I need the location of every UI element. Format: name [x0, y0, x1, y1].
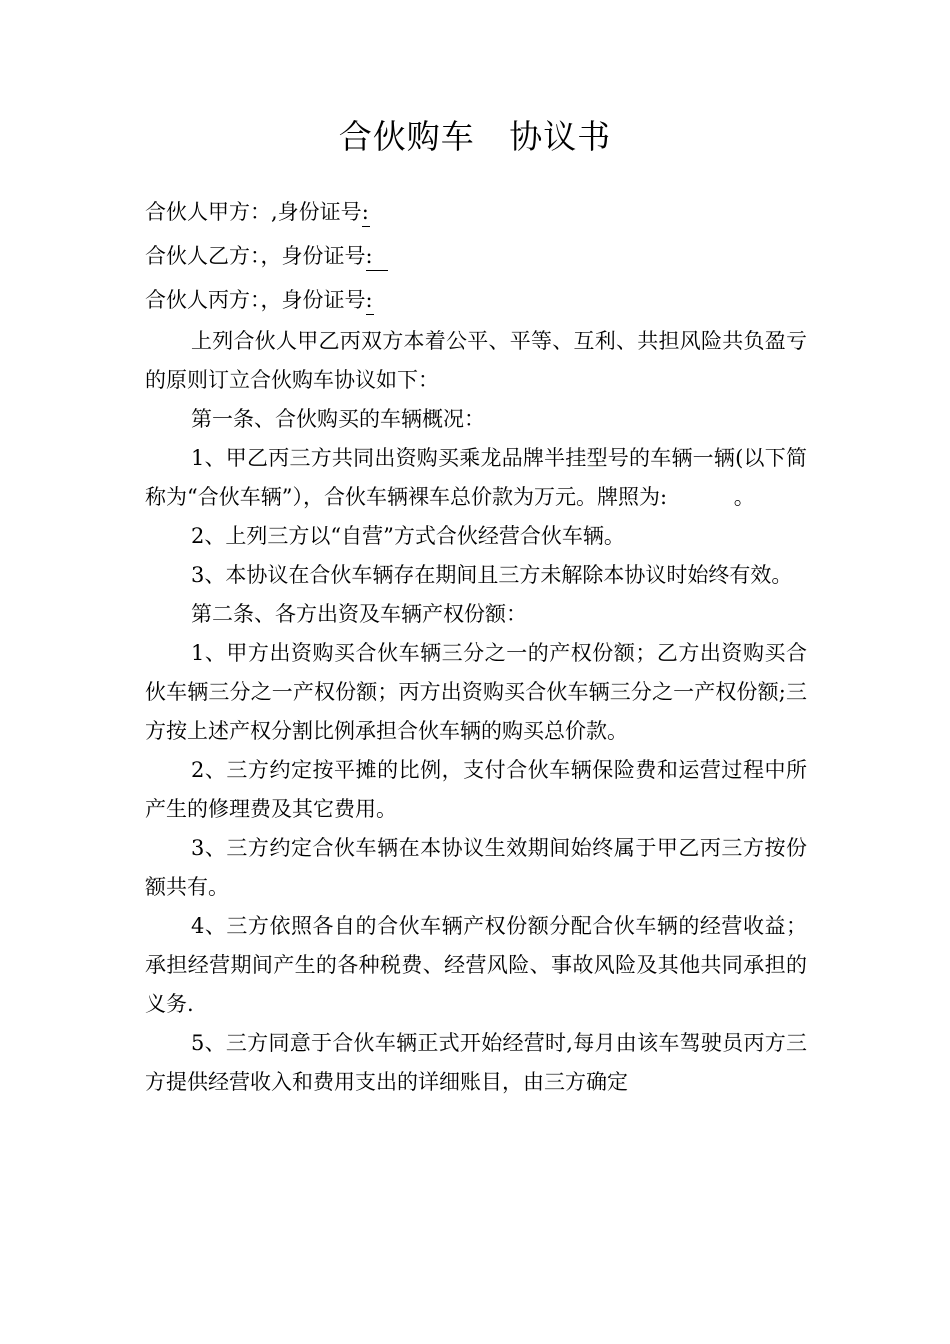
article-2-heading: 第二条、各方出资及车辆产权份额：	[191, 602, 527, 626]
article-1-heading: 第一条、合伙购买的车辆概况：	[191, 407, 485, 431]
article-2-clause-5: 5、三方同意于合伙车辆正式开始经营时,每月由该车驾驶员丙方三方提供经营收入和费用支出的详细账目，由三方确定	[145, 1031, 807, 1094]
article-2-clause-3: 3、三方约定合伙车辆在本协议生效期间始终属于甲乙丙三方按份额共有。	[145, 836, 807, 899]
document-title: 合伙购车 协议书	[338, 117, 612, 156]
party-a-label: 合伙人甲方：,身份证号	[145, 200, 362, 224]
article-2-clause-1: 1、甲方出资购买合伙车辆三分之一的产权份额；乙方出资购买合伙车辆三分之一产权份额；丙方出资购买合伙车辆三分之一产权份额;三方按上述产权分割比例承担合伙车辆的购买总价款。	[145, 641, 807, 743]
party-b-label: 合伙人乙方：，身份证号	[145, 244, 366, 268]
article-1-clause-2: 2、上列三方以“自营”方式合伙经营合伙车辆。	[191, 524, 625, 548]
party-c-label: 合伙人丙方：，身份证号	[145, 288, 366, 312]
party-c-line	[145, 278, 807, 322]
party-a-id-field: :	[362, 198, 370, 227]
article-2-clause-4: 4、三方依照各自的合伙车辆产权份额分配合伙车辆的经营收益；承担经营期间产生的各种税费、经营风险、事故风险及其他共同承担的义务.	[145, 914, 807, 1016]
party-b-line	[145, 234, 807, 278]
article-1-clause-3: 3、本协议在合伙车辆存在期间且三方未解除本协议时始终有效。	[191, 563, 793, 587]
party-b-id-field: :	[366, 242, 388, 271]
preamble-paragraph: 上列合伙人甲乙丙双方本着公平、平等、互利、共担风险共负盈亏的原则订立合伙购车协议如下：	[145, 329, 807, 392]
article-1-clause-1: 1、甲乙丙三方共同出资购买乘龙品牌半挂型号的车辆一辆(以下简称为“合伙车辆”），合伙车辆裸车总价款为万元。牌照为: 。	[145, 446, 807, 509]
party-c-id-field: :	[366, 286, 374, 315]
document-body	[145, 190, 807, 1102]
party-a-line	[145, 190, 807, 234]
article-2-clause-2: 2、三方约定按平摊的比例，支付合伙车辆保险费和运营过程中所产生的修理费及其它费用。	[145, 758, 807, 821]
